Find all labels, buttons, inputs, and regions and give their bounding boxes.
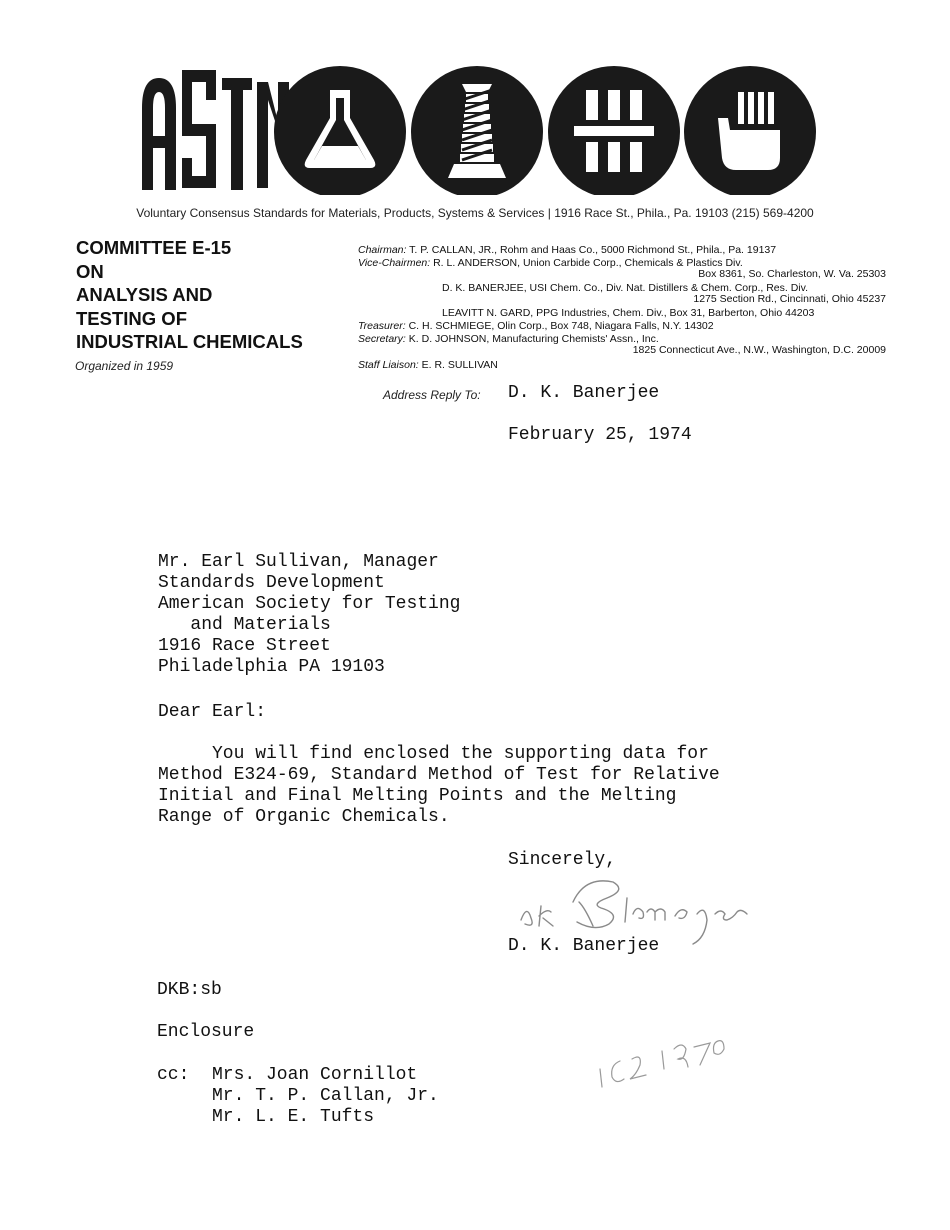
cc-recipient: Mrs. Joan Cornillot	[212, 1065, 418, 1085]
body-line: Method E324-69, Standard Method of Test for Relative	[158, 765, 720, 785]
enclosure-note: Enclosure	[157, 1022, 255, 1042]
vice-chairman-label: Vice-Chairmen:	[358, 257, 431, 269]
spool-icon	[411, 66, 543, 195]
flask-icon	[274, 66, 406, 195]
cc-recipient: Mr. T. P. Callan, Jr.	[212, 1086, 439, 1106]
treasurer-line	[358, 320, 714, 332]
secretary-text: K. D. JOHNSON, Manufacturing Chemists' Assn., Inc.	[408, 333, 659, 345]
body-line: Range of Organic Chemicals.	[158, 807, 450, 827]
letter-date: February 25, 1974	[508, 425, 692, 445]
vice-chairman-text: R. L. ANDERSON, Union Carbide Corp., Chemicals & Plastics Div.	[433, 257, 743, 269]
typist-initials: DKB:sb	[157, 980, 222, 1000]
treasurer-label: Treasurer:	[358, 320, 406, 332]
vice-chairman-line: D. K. BANERJEE, USI Chem. Co., Div. Nat. Distillers & Chem. Corp., Res. Div.	[442, 282, 809, 294]
astm-letter-t	[222, 78, 252, 190]
committee-line: INDUSTRIAL CHEMICALS	[76, 331, 303, 352]
astm-letter-s	[182, 70, 216, 188]
committee-line: ON	[76, 260, 104, 282]
vice-chairman-address: Box 8361, So. Charleston, W. Va. 25303	[698, 268, 886, 280]
body-line: Initial and Final Melting Points and the Melting	[158, 786, 677, 806]
staff-liaison-line	[358, 359, 498, 371]
staff-liaison-label: Staff Liaison:	[358, 359, 419, 371]
astm-letter-a	[142, 78, 176, 190]
astm-logo	[140, 60, 820, 195]
recipient-line: Philadelphia PA 19103	[158, 657, 385, 677]
recipient-line: American Society for Testing	[158, 594, 461, 614]
recipient-line: Standards Development	[158, 573, 385, 593]
cc-recipient: Mr. L. E. Tufts	[212, 1107, 375, 1127]
building-icon	[548, 66, 680, 195]
recipient-line: and Materials	[158, 615, 331, 635]
committee-line: TESTING OF	[76, 307, 187, 329]
committee-name	[76, 236, 303, 354]
glove-icon	[684, 66, 816, 195]
committee-line: COMMITTEE E-15	[76, 237, 232, 258]
committee-line: ANALYSIS AND	[76, 284, 213, 305]
chairman-line	[358, 244, 776, 256]
chairman-label: Chairman:	[358, 244, 407, 256]
secretary-label: Secretary:	[358, 333, 406, 345]
organized-year: Organized in 1959	[75, 359, 174, 373]
reply-name: D. K. Banerjee	[508, 383, 660, 403]
staff-liaison-text: E. R. SULLIVAN	[421, 359, 498, 371]
reply-label: Address Reply To:	[383, 388, 481, 402]
chairman-text: T. P. CALLAN, JR., Rohm and Haas Co., 5000 Richmond St., Phila., Pa. 19137	[409, 244, 777, 256]
recipient-line: Mr. Earl Sullivan, Manager	[158, 552, 439, 572]
vice-chairman-address: 1275 Section Rd., Cincinnati, Ohio 45237	[693, 293, 886, 305]
treasurer-text: C. H. SCHMIEGE, Olin Corp., Box 748, Niagara Falls, N.Y. 14302	[408, 320, 714, 332]
handwritten-note	[590, 1025, 730, 1095]
body-line: You will find enclosed the supporting data for	[158, 744, 709, 764]
salutation: Dear Earl:	[158, 702, 267, 722]
recipient-line: 1916 Race Street	[158, 636, 331, 656]
signer-name: D. K. Banerjee	[508, 936, 660, 956]
vice-chairman-line: LEAVITT N. GARD, PPG Industries, Chem. Div., Box 31, Barberton, Ohio 44203	[442, 307, 815, 319]
cc-label: cc:	[157, 1065, 190, 1085]
closing: Sincerely,	[508, 850, 617, 870]
tagline: Voluntary Consensus Standards for Materials, Products, Systems & Services | 1916 Race St., Phila., Pa. 19103 (215) 569-4200	[136, 206, 814, 220]
secretary-address: 1825 Connecticut Ave., N.W., Washington, D.C. 20009	[632, 344, 886, 356]
